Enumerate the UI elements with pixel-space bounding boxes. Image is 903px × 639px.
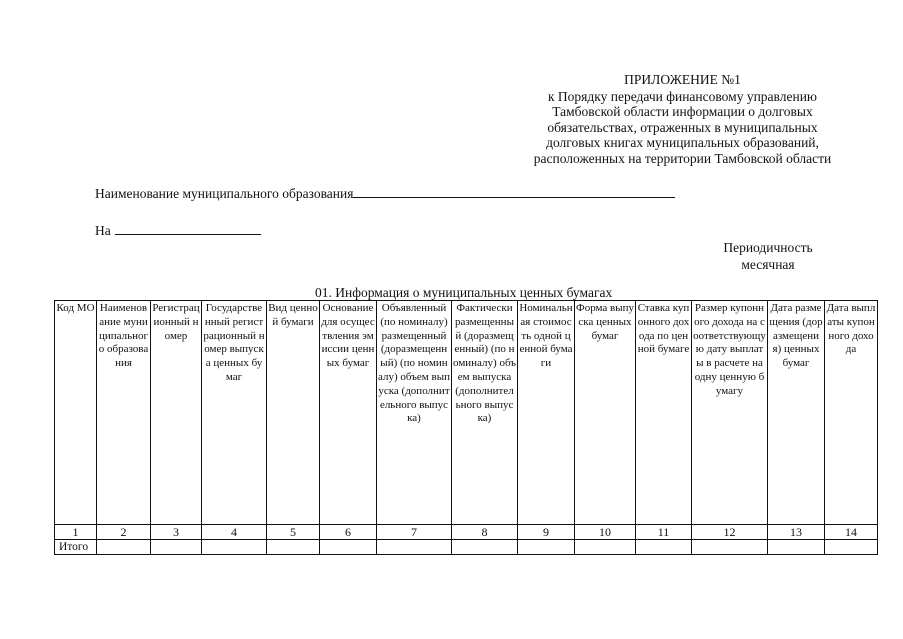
column-number: 10 — [575, 525, 636, 540]
total-cell[interactable] — [320, 540, 377, 555]
total-label: Итого — [55, 540, 97, 555]
total-cell[interactable] — [575, 540, 636, 555]
total-cell[interactable] — [151, 540, 202, 555]
report-date-label: На — [95, 223, 111, 238]
column-header: Номинальная стоимость одной ценной бумаги — [518, 301, 575, 525]
appendix-line: к Порядку передачи финансовому управлению — [547, 88, 818, 104]
report-date-blank[interactable] — [115, 222, 261, 235]
column-number: 9 — [518, 525, 575, 540]
column-number: 11 — [636, 525, 692, 540]
column-header: Размер купонного дохода на соответствующую дату выплаты в расчете на одну ценную бумагу — [692, 301, 768, 525]
column-number: 7 — [377, 525, 452, 540]
periodicity-value: месячная — [741, 257, 795, 272]
total-cell[interactable] — [518, 540, 575, 555]
column-number: 2 — [97, 525, 151, 540]
column-header: Дата размещения (доразмещения) ценных бумаг — [768, 301, 825, 525]
column-number: 12 — [692, 525, 768, 540]
column-number: 8 — [452, 525, 518, 540]
section-title: 01. Информация о муниципальных ценных бумагах — [315, 285, 613, 300]
total-cell[interactable] — [636, 540, 692, 555]
total-cell[interactable] — [825, 540, 878, 555]
column-number: 14 — [825, 525, 878, 540]
total-cell[interactable] — [452, 540, 518, 555]
municipality-name-field — [95, 185, 675, 202]
appendix-title: ПРИЛОЖЕНИЕ №1 — [624, 72, 741, 87]
column-header: Ставка купонного дохода по ценной бумаге — [636, 301, 692, 525]
municipality-name-blank[interactable] — [353, 185, 675, 198]
column-header: Код МО — [55, 301, 97, 525]
municipality-name-label: Наименование муниципального образования — [95, 186, 354, 201]
column-header: Наименование муниципального образования — [97, 301, 151, 525]
total-cell[interactable] — [692, 540, 768, 555]
header-row — [55, 301, 878, 525]
column-header: Фактически размещенный (доразмещенный) (по номиналу) объем выпуска (дополнительного выпуска) — [452, 301, 518, 525]
column-number: 5 — [267, 525, 320, 540]
total-row — [55, 540, 878, 555]
column-header: Объявленный (по номиналу) размещенный (доразмещенный) (по номиналу) объем выпуска (дополнительного выпуска) — [377, 301, 452, 525]
column-header: Вид ценной бумаги — [267, 301, 320, 525]
periodicity-block — [716, 239, 820, 273]
column-header: Государственный регистрационный номер выпуска ценных бумаг — [202, 301, 267, 525]
securities-table — [54, 300, 878, 555]
appendix-line: обязательствах, отраженных в муниципальных — [547, 119, 818, 135]
appendix-line: Тамбовской области информации о долговых — [552, 104, 813, 119]
column-number: 1 — [55, 525, 97, 540]
column-header: Форма выпуска ценных бумаг — [575, 301, 636, 525]
appendix-line: расположенных на территории Тамбовской области — [533, 150, 832, 166]
total-cell[interactable] — [267, 540, 320, 555]
column-header: Дата выплаты купонного дохода — [825, 301, 878, 525]
total-cell[interactable] — [97, 540, 151, 555]
column-header: Основание для осуществления эмиссии ценных бумаг — [320, 301, 377, 525]
appendix-line: долговых книгах муниципальных образований, — [546, 135, 819, 150]
column-number: 4 — [202, 525, 267, 540]
total-cell[interactable] — [377, 540, 452, 555]
total-cell[interactable] — [768, 540, 825, 555]
periodicity-label: Периодичность — [723, 240, 813, 255]
column-number-row — [55, 525, 878, 540]
total-cell[interactable] — [202, 540, 267, 555]
column-number: 13 — [768, 525, 825, 540]
column-header: Регистрационный номер — [151, 301, 202, 525]
appendix-header — [505, 72, 860, 166]
column-number: 6 — [320, 525, 377, 540]
report-date-field — [95, 222, 261, 239]
column-number: 3 — [151, 525, 202, 540]
